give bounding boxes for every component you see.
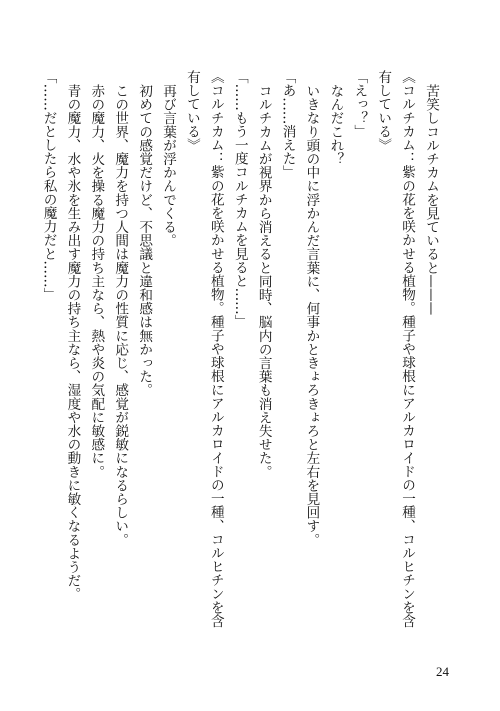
text-line-1: 苦笑しコルチカムを見ていると——— <box>423 83 439 315</box>
text-line-10: 再び言葉が浮かんでくる。 <box>160 83 177 247</box>
text-line-12: この世界、魔力を持つ人間は魔力の性質に応じ、感覚が鋭敏になるらしい。 <box>112 83 129 546</box>
text-line-3: 「えっ？」 <box>351 70 368 138</box>
text-line-13: 赤の魔力、火を操る魔力の持ち主なら、熱や炎の気配に敏感に。 <box>88 83 105 478</box>
text-line-4: なんだこれ？ <box>327 83 344 166</box>
text-line-2: 《コルチカム：紫の花を咲かせる植物。種子や球根にアルカロイドの一種、コルヒチンを含有している》 <box>375 70 416 628</box>
text-line-9: 《コルチカム：紫の花を咲かせる植物。種子や球根にアルカロイドの一種、コルヒチンを含有している》 <box>183 70 224 628</box>
vertical-text-block <box>36 70 442 640</box>
text-line-6: 「あ……消えた」 <box>279 70 296 179</box>
page-number: 24 <box>436 664 449 679</box>
text-line-15: 「……だとしたら私の魔力だと……」 <box>40 70 57 302</box>
text-line-8: 「……もう一度コルチカムを見ると……」 <box>231 70 248 329</box>
text-line-5: いきなり頭の中に浮かんだ言葉に、何事かときょろきょろと左右を見回す。 <box>303 83 320 546</box>
text-line-11: 初めての感覚だけど、不思議と違和感は無かった。 <box>136 83 153 397</box>
text-line-7: コルチカムが視界から消えると同時、脳内の言葉も消え失せた。 <box>255 83 272 478</box>
text-line-14: 青の魔力、水や氷を生み出す魔力の持ち主なら、湿度や水の動きに敏くなるようだ。 <box>64 83 81 601</box>
